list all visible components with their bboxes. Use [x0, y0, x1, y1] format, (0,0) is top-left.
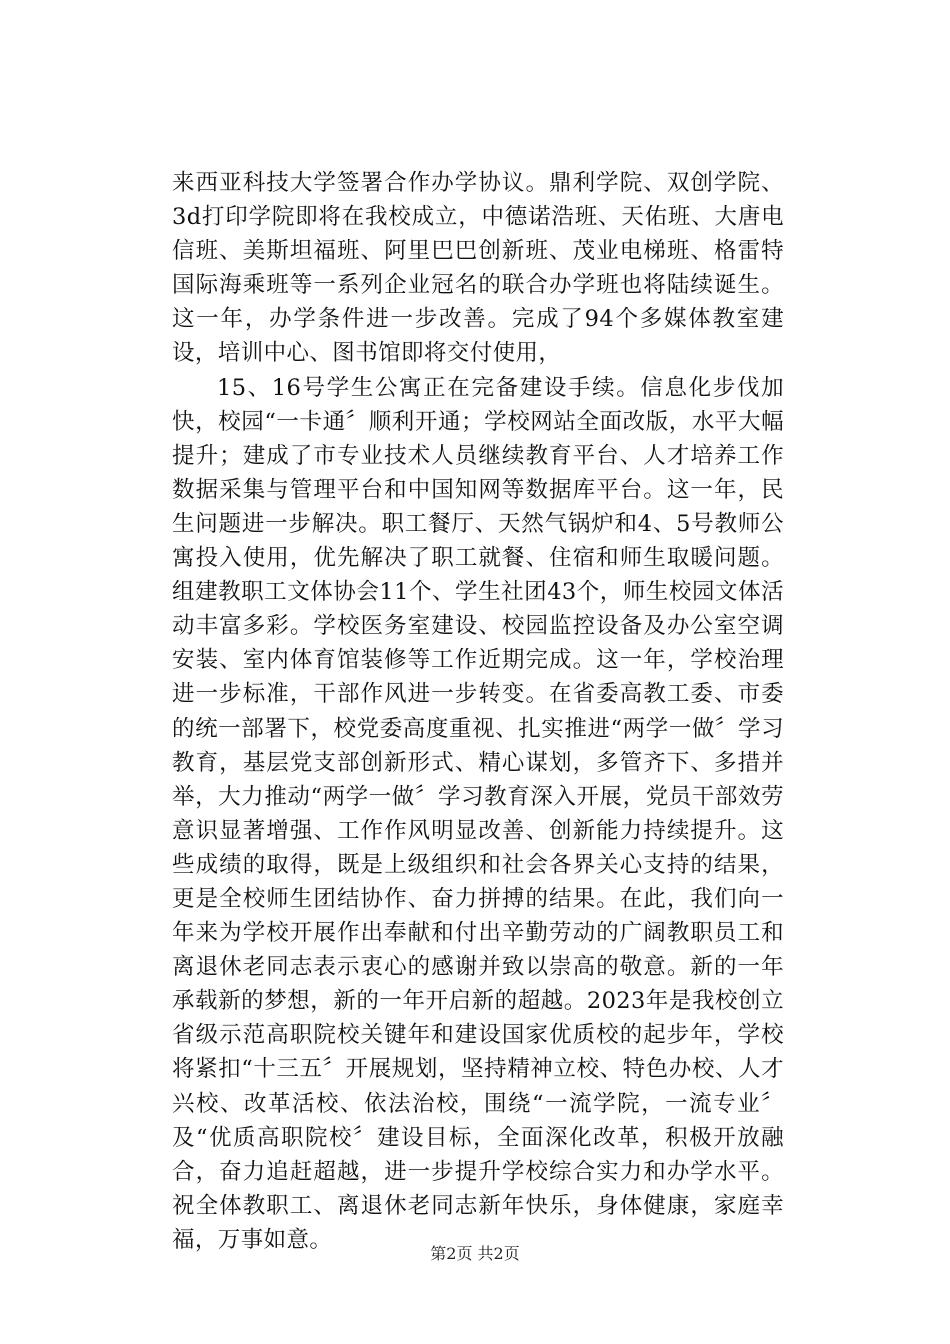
document-body: [172, 166, 784, 1257]
paragraph-2: 15、16号学生公寓正在完备建设手续。信息化步伐加快，校园“一卡通〞顺利开通；学校网站全面改版，水平大幅提升；建成了市专业技术人员继续教育平台、人才培养工作数据采集与管理平台和中国知网等数据库平台。这一年，民生问题进一步解决。职工餐厅、天然气锅炉和4、5号教师公寓投入使用，优先解决了职工就餐、住宿和师生取暖问题。组建教职工文体协会11个、学生社团43个，师生校园文体活动丰富多彩。学校医务室建设、校园监控设备及办公室空调安装、室内体育馆装修等工作近期完成。这一年，学校治理进一步标准，干部作风进一步转变。在省委高教工委、市委的统一部署下，校党委高度重视、扎实推进“两学一做〞学习教育，基层党支部创新形式、精心谋划，多管齐下、多措并举，大力推动“两学一做〞学习教育深入开展，党员干部效劳意识显著增强、工作作风明显改善、创新能力持续提升。这些成绩的取得，既是上级组织和社会各界关心支持的结果，更是全校师生团结协作、奋力拼搏的结果。在此，我们向一年来为学校开展作出奉献和付出辛勤劳动的广阔教职员工和离退休老同志表示衷心的感谢并致以崇高的敬意。新的一年承载新的梦想，新的一年开启新的超越。2023年是我校创立省级示范高职院校关键年和建设国家优质校的起步年，学校将紧扣“十三五〞开展规划，坚持精神立校、特色办校、人才兴校、改革活校、依法治校，围绕“一流学院，一流专业〞及“优质高职院校〞建设目标，全面深化改革，积极开放融合，奋力追赶超越，进一步提升学校综合实力和办学水平。祝全体教职工、离退休老同志新年快乐，身体健康，家庭幸福，万事如意。: [172, 374, 784, 1253]
page-footer: 第2页 共2页: [430, 1244, 520, 1263]
paragraph-1: 来西亚科技大学签署合作办学协议。鼎利学院、双创学院、3d打印学院即将在我校成立，中德诺浩班、天佑班、大唐电信班、美斯坦福班、阿里巴巴创新班、茂业电梯班、格雷特国际海乘班等一系列企业冠名的联合办学班也将陆续诞生。这一年，办学条件进一步改善。完成了94个多媒体教室建设，培训中心、图书馆即将交付使用，: [172, 170, 784, 367]
